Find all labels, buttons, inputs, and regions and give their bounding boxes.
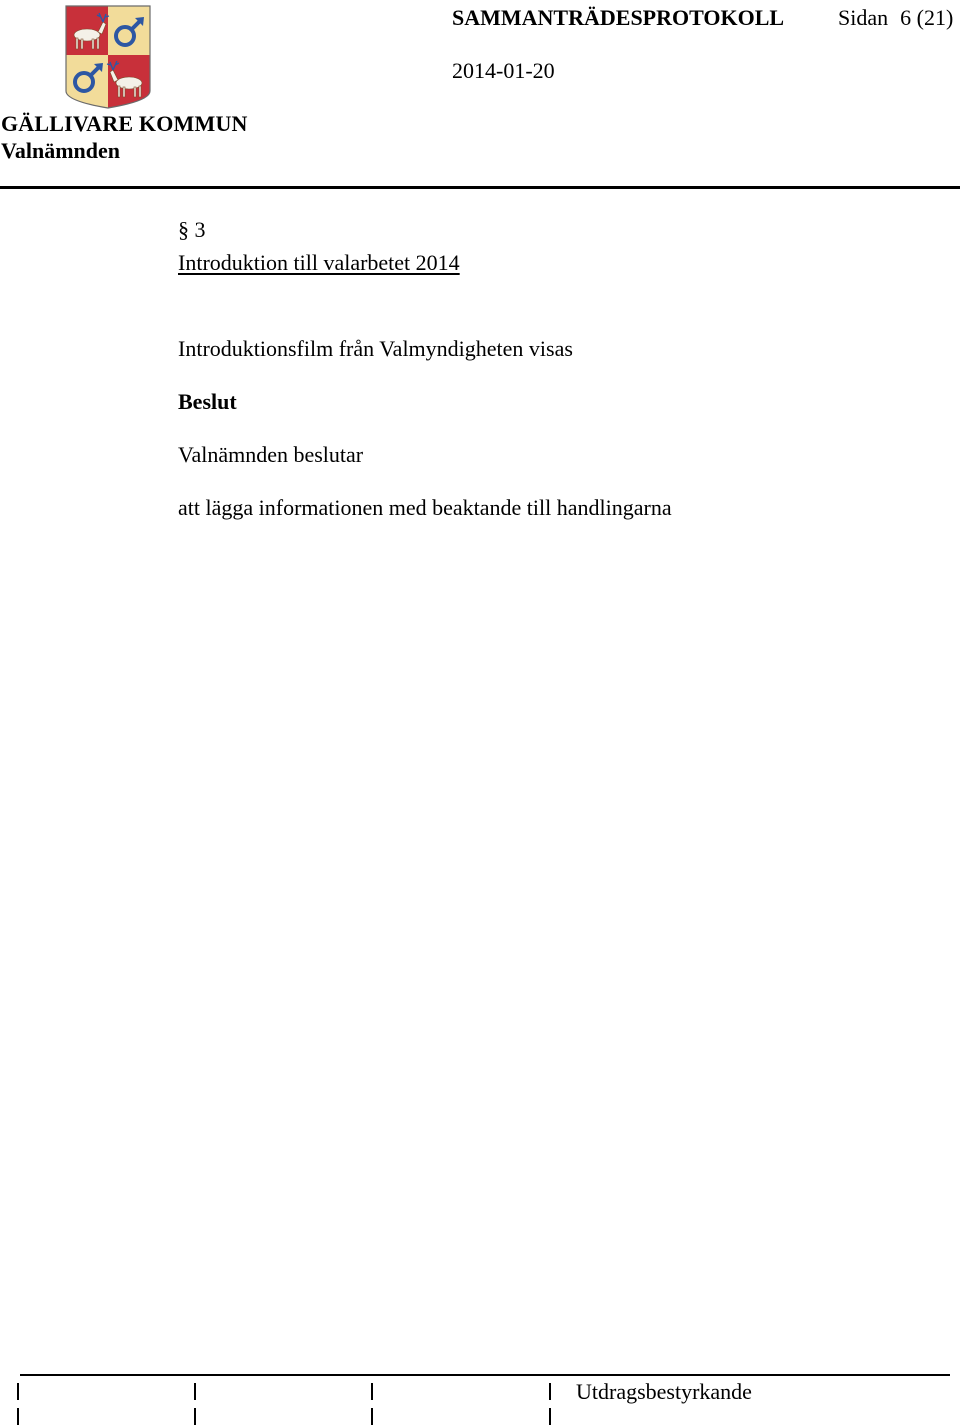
signature-box-divider (194, 1383, 196, 1400)
signature-box-divider (17, 1408, 19, 1425)
page-indicator (838, 5, 953, 31)
intro-text: Introduktionsfilm från Valmyndigheten visas (178, 336, 573, 361)
page-label: Sidan (838, 5, 889, 30)
decision-intro: Valnämnden beslutar (178, 442, 364, 467)
signature-box-divider (549, 1383, 551, 1400)
paragraph-number: § 3 (178, 217, 206, 242)
board-name: Valnämnden (1, 138, 121, 163)
section-heading: Introduktion till valarbetet 2014 (178, 250, 460, 275)
document-title: SAMMANTRÄDESPROTOKOLL (452, 5, 785, 30)
extract-certification-label: Utdragsbestyrkande (576, 1379, 752, 1404)
organization-name: GÄLLIVARE KOMMUN (1, 111, 248, 136)
signature-box-divider (371, 1408, 373, 1425)
signature-box-divider (194, 1408, 196, 1425)
decision-label: Beslut (178, 389, 237, 414)
footer-divider (20, 1374, 950, 1376)
signature-box-divider (549, 1408, 551, 1425)
signature-box-divider (17, 1383, 19, 1400)
signature-box-divider (371, 1383, 373, 1400)
meeting-date: 2014-01-20 (452, 58, 555, 83)
coat-of-arms-emblem (65, 5, 151, 109)
decision-text: att lägga informationen med beaktande till handlingarna (178, 495, 672, 520)
header-divider (0, 186, 960, 189)
page-number: 6 (21) (900, 5, 954, 30)
